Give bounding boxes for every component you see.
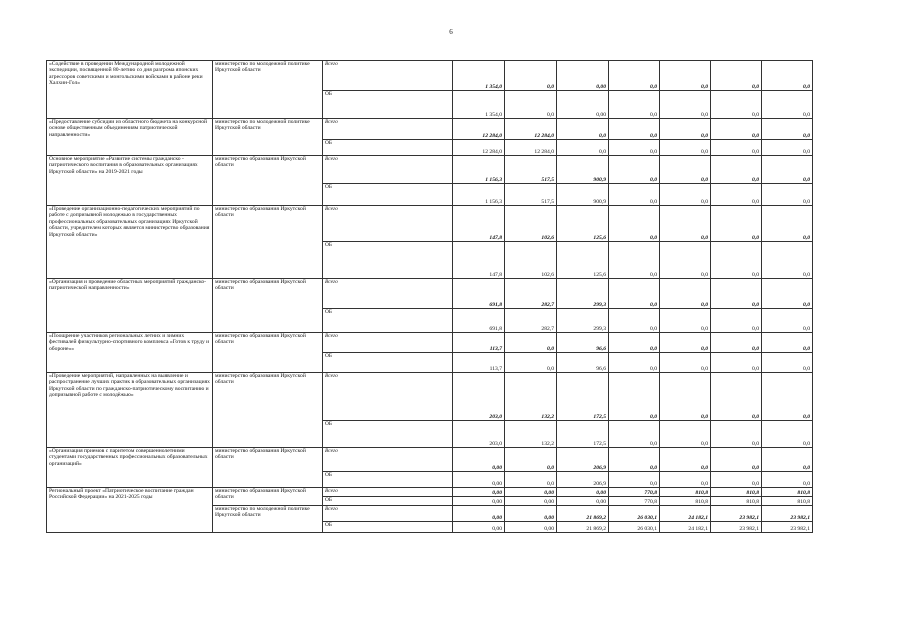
ob-value-cell: 0,0 [711, 140, 762, 156]
ob-value-cell: 1 156,3 [453, 184, 505, 206]
ob-value-cell: 125,6 [557, 242, 609, 279]
funding-kind-label: Всего [323, 488, 453, 497]
ob-value-cell: 770,8 [609, 497, 660, 506]
ob-value-cell: 24 182,1 [660, 522, 711, 533]
measure-name: «Организация и проведение областных мероприятий гражданско-патриотической направленности» [47, 279, 213, 333]
total-value-cell: 0,0 [762, 119, 813, 140]
total-value-cell: 172,5 [557, 373, 609, 421]
total-value-cell: 0,0 [711, 206, 762, 242]
measure-name: «Содействие в проведении Международной молодежной экспедиции, посвященной 80-летию со дня разгрома японских агрессоров советскими и монгольскими войсками в районе реки Халхин-Гол» [47, 61, 213, 119]
ob-value-cell: 0,00 [453, 497, 505, 506]
total-value-cell: 0,0 [762, 61, 813, 91]
ob-value-cell: 0,00 [557, 91, 609, 119]
ob-value-cell: 691,8 [453, 309, 505, 333]
ob-value-cell: 26 030,1 [609, 522, 660, 533]
funding-kind-label: ОБ [323, 242, 453, 279]
ob-value-cell: 0,00 [453, 472, 505, 488]
table-row [47, 488, 813, 497]
total-value-cell: 299,3 [557, 279, 609, 309]
responsible-org: министерство образования Иркутской области [213, 279, 323, 333]
ob-value-cell: 0,0 [609, 91, 660, 119]
funding-kind-label: Всего [323, 279, 453, 309]
table-body [47, 61, 813, 533]
funding-kind-label: ОБ [323, 522, 453, 533]
funding-kind-label: ОБ [323, 309, 453, 333]
table-row [47, 279, 813, 309]
ob-value-cell: 0,0 [505, 353, 557, 373]
funding-kind-label: ОБ [323, 184, 453, 206]
ob-value-cell: 96,6 [557, 353, 609, 373]
total-value-cell: 0,0 [557, 119, 609, 140]
ob-value-cell: 517,5 [505, 184, 557, 206]
ob-value-cell: 0,0 [609, 472, 660, 488]
ob-value-cell: 900,9 [557, 184, 609, 206]
program-table [46, 60, 813, 533]
total-value-cell: 0,0 [505, 61, 557, 91]
ob-value-cell: 0,0 [505, 472, 557, 488]
total-value-cell: 206,9 [557, 448, 609, 472]
responsible-org: министерство образования Иркутской области [213, 448, 323, 488]
total-value-cell: 0,0 [711, 279, 762, 309]
ob-value-cell: 0,0 [711, 91, 762, 119]
ob-value-cell: 282,7 [505, 309, 557, 333]
ob-value-cell: 1 354,0 [453, 91, 505, 119]
total-value-cell: 1 156,3 [453, 156, 505, 184]
ob-value-cell: 0,0 [762, 309, 813, 333]
ob-value-cell: 0,00 [505, 497, 557, 506]
funding-kind-label: Всего [323, 448, 453, 472]
total-value-cell: 0,00 [453, 506, 505, 522]
ob-value-cell: 0,0 [711, 309, 762, 333]
total-value-cell: 0,0 [660, 279, 711, 309]
total-value-cell: 0,0 [609, 373, 660, 421]
funding-kind-label: ОБ [323, 421, 453, 448]
total-value-cell: 517,5 [505, 156, 557, 184]
responsible-org: министерство по молодежной политике Иркутской области [213, 506, 323, 533]
responsible-org: министерство по молодежной политике Иркутской области [213, 61, 323, 119]
total-value-cell: 810,8 [711, 488, 762, 497]
ob-value-cell: 0,0 [609, 421, 660, 448]
total-value-cell: 0,0 [711, 156, 762, 184]
ob-value-cell: 0,0 [609, 353, 660, 373]
ob-value-cell: 0,00 [453, 522, 505, 533]
ob-value-cell: 810,8 [660, 497, 711, 506]
ob-value-cell: 810,8 [711, 497, 762, 506]
responsible-org: министерство образования Иркутской области [213, 333, 323, 373]
ob-value-cell: 810,8 [762, 497, 813, 506]
funding-kind-label: Всего [323, 506, 453, 522]
total-value-cell: 12 284,0 [505, 119, 557, 140]
total-value-cell: 0,0 [711, 61, 762, 91]
ob-value-cell: 0,0 [660, 91, 711, 119]
total-value-cell: 113,7 [453, 333, 505, 353]
ob-value-cell: 0,0 [609, 242, 660, 279]
ob-value-cell: 0,0 [711, 421, 762, 448]
total-value-cell: 0,0 [711, 119, 762, 140]
total-value-cell: 810,8 [660, 488, 711, 497]
ob-value-cell: 0,0 [711, 184, 762, 206]
total-value-cell: 0,0 [711, 333, 762, 353]
ob-value-cell: 0,00 [557, 497, 609, 506]
total-value-cell: 0,00 [505, 506, 557, 522]
total-value-cell: 0,0 [762, 373, 813, 421]
total-value-cell: 810,8 [762, 488, 813, 497]
ob-value-cell: 12 284,0 [453, 140, 505, 156]
total-value-cell: 0,0 [609, 156, 660, 184]
responsible-org: министерство образования Иркутской области [213, 488, 323, 506]
total-value-cell: 0,0 [609, 206, 660, 242]
total-value-cell: 0,00 [505, 488, 557, 497]
measure-name: «Поощрение участников региональных летних и зимних фестивалей физкультурно-спортивного комплекса «Готов к труду и обороне»» [47, 333, 213, 373]
page-number: 6 [449, 28, 453, 36]
total-value-cell: 0,0 [660, 61, 711, 91]
funding-kind-label: Всего [323, 119, 453, 140]
total-value-cell: 0,0 [609, 279, 660, 309]
funding-kind-label: Всего [323, 206, 453, 242]
ob-value-cell: 102,6 [505, 242, 557, 279]
ob-value-cell: 0,0 [660, 184, 711, 206]
total-value-cell: 0,0 [505, 333, 557, 353]
ob-value-cell: 0,0 [660, 309, 711, 333]
ob-value-cell: 23 982,1 [762, 522, 813, 533]
total-value-cell: 0,0 [609, 61, 660, 91]
measure-name: «Предоставление субсидии из областного бюджета на конкурсной основе общественным объединениям патриотической направленности» [47, 119, 213, 156]
table-row [47, 448, 813, 472]
total-value-cell: 132,2 [505, 373, 557, 421]
ob-value-cell: 21 869,2 [557, 522, 609, 533]
ob-value-cell: 0,0 [762, 353, 813, 373]
project-name: Региональный проект «Патриотическое воспитание граждан Российской Федерации» на 2021-2025 годы [47, 488, 213, 533]
total-value-cell: 1 354,0 [453, 61, 505, 91]
responsible-org: министерство образования Иркутской области [213, 373, 323, 448]
ob-value-cell: 0,0 [711, 472, 762, 488]
ob-value-cell: 0,0 [505, 91, 557, 119]
ob-value-cell: 0,0 [762, 91, 813, 119]
total-value-cell: 147,8 [453, 206, 505, 242]
ob-value-cell: 0,0 [762, 140, 813, 156]
total-value-cell: 26 030,1 [609, 506, 660, 522]
total-value-cell: 12 284,0 [453, 119, 505, 140]
funding-kind-label: ОБ [323, 472, 453, 488]
total-value-cell: 0,0 [660, 373, 711, 421]
total-value-cell: 0,0 [711, 448, 762, 472]
ob-value-cell: 113,7 [453, 353, 505, 373]
ob-value-cell: 0,0 [609, 309, 660, 333]
ob-value-cell: 0,0 [762, 472, 813, 488]
ob-value-cell: 132,2 [505, 421, 557, 448]
table-row [47, 119, 813, 140]
total-value-cell: 21 869,2 [557, 506, 609, 522]
ob-value-cell: 0,0 [609, 140, 660, 156]
funding-kind-label: ОБ [323, 497, 453, 506]
total-value-cell: 102,6 [505, 206, 557, 242]
funding-kind-label: ОБ [323, 91, 453, 119]
measure-name: «Проведение организационно-педагогических мероприятий по работе с допризывной молодежью в государственных профессиональных образовательных организациях Иркутской области, учредителем которых является министерство образования Иркутской области» [47, 206, 213, 279]
total-value-cell: 96,6 [557, 333, 609, 353]
total-value-cell: 0,0 [762, 279, 813, 309]
measure-name: «Организация приемов с паритетом совершеннолетними студентами государственных профессиональных образовательных организаций» [47, 448, 213, 488]
ob-value-cell: 0,0 [660, 140, 711, 156]
funding-kind-label: Всего [323, 156, 453, 184]
total-value-cell: 0,00 [453, 488, 505, 497]
ob-value-cell: 203,0 [453, 421, 505, 448]
ob-value-cell: 147,8 [453, 242, 505, 279]
total-value-cell: 0,0 [505, 448, 557, 472]
ob-value-cell: 206,9 [557, 472, 609, 488]
total-value-cell: 23 982,1 [762, 506, 813, 522]
responsible-org: министерство по молодежной политике Иркутской области [213, 119, 323, 156]
ob-value-cell: 299,3 [557, 309, 609, 333]
ob-value-cell: 0,0 [609, 184, 660, 206]
total-value-cell: 691,8 [453, 279, 505, 309]
total-value-cell: 23 982,1 [711, 506, 762, 522]
funding-kind-label: ОБ [323, 353, 453, 373]
total-value-cell: 0,0 [660, 206, 711, 242]
total-value-cell: 0,0 [660, 119, 711, 140]
measure-name: Основное мероприятие «Развитие системы гражданско - патриотического воспитания в образовательных организациях Иркутской области» на 2019-2021 годы [47, 156, 213, 206]
total-value-cell: 282,7 [505, 279, 557, 309]
total-value-cell: 24 182,1 [660, 506, 711, 522]
total-value-cell: 0,0 [762, 333, 813, 353]
table-row [47, 373, 813, 421]
total-value-cell: 0,0 [660, 156, 711, 184]
total-value-cell: 0,0 [762, 206, 813, 242]
total-value-cell: 0,0 [660, 333, 711, 353]
total-value-cell: 0,0 [711, 373, 762, 421]
ob-value-cell: 0,0 [711, 242, 762, 279]
total-value-cell: 203,0 [453, 373, 505, 421]
responsible-org: министерство образования Иркутской области [213, 156, 323, 206]
total-value-cell: 0,00 [453, 448, 505, 472]
ob-value-cell: 12 284,0 [505, 140, 557, 156]
ob-value-cell: 0,0 [660, 421, 711, 448]
funding-kind-label: Всего [323, 373, 453, 421]
funding-kind-label: ОБ [323, 140, 453, 156]
ob-value-cell: 0,0 [711, 353, 762, 373]
total-value-cell: 0,00 [557, 488, 609, 497]
table-row [47, 156, 813, 184]
ob-value-cell: 0,0 [762, 421, 813, 448]
ob-value-cell: 172,5 [557, 421, 609, 448]
funding-kind-label: Всего [323, 333, 453, 353]
table-row [47, 333, 813, 353]
responsible-org: министерство образования Иркутской области [213, 206, 323, 279]
total-value-cell: 0,0 [762, 156, 813, 184]
total-value-cell: 0,0 [609, 333, 660, 353]
total-value-cell: 770,8 [609, 488, 660, 497]
funding-kind-label: Всего [323, 61, 453, 91]
ob-value-cell: 0,0 [660, 242, 711, 279]
ob-value-cell: 0,0 [660, 353, 711, 373]
table-row [47, 61, 813, 91]
table-row [47, 206, 813, 242]
total-value-cell: 0,0 [609, 119, 660, 140]
ob-value-cell: 0,0 [762, 242, 813, 279]
ob-value-cell: 0,00 [505, 522, 557, 533]
ob-value-cell: 0,0 [557, 140, 609, 156]
measure-name: «Проведение мероприятий, направленных на выявление и распространение лучших практик в образовательных организациях Иркутской области по гражданско-патриотическому воспитанию и допризывной работе с молодёжью» [47, 373, 213, 448]
total-value-cell: 125,6 [557, 206, 609, 242]
total-value-cell: 0,00 [557, 61, 609, 91]
ob-value-cell: 23 982,1 [711, 522, 762, 533]
ob-value-cell: 0,0 [660, 472, 711, 488]
total-value-cell: 0,0 [762, 448, 813, 472]
ob-value-cell: 0,0 [762, 184, 813, 206]
total-value-cell: 900,9 [557, 156, 609, 184]
total-value-cell: 0,0 [660, 448, 711, 472]
total-value-cell: 0,0 [609, 448, 660, 472]
